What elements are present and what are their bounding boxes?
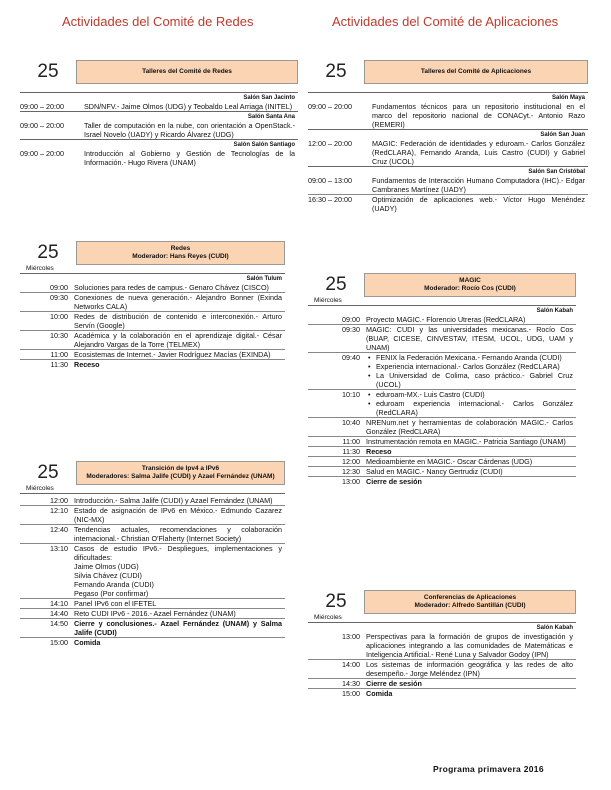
- row-description: [366, 390, 576, 417]
- schedule-row: [308, 632, 576, 659]
- row-description: [372, 139, 588, 166]
- row-description: [74, 544, 285, 598]
- session-title-box: [364, 60, 588, 84]
- session-header: [20, 60, 298, 84]
- row-time: 11:30: [342, 447, 360, 456]
- row-time: 16:30 – 20:00: [308, 195, 352, 204]
- speaker-line: Jaime Olmos (UDG): [74, 562, 139, 571]
- schedule-row: [20, 598, 285, 608]
- row-description: [74, 283, 285, 292]
- room-label: Salón Maya: [308, 92, 588, 102]
- row-text: Comida: [366, 689, 393, 698]
- row-time: 11:00: [50, 350, 68, 359]
- row-description: [366, 457, 576, 466]
- row-time: 12:00: [342, 457, 360, 466]
- row-time: 15:00: [342, 689, 360, 698]
- schedule-row: [20, 618, 285, 637]
- row-description: [74, 619, 285, 637]
- row-description: [366, 477, 576, 486]
- row-time: 09:00 – 20:00: [20, 102, 64, 111]
- session-block-ipv6: [20, 461, 285, 647]
- row-text: Taller de computación en la nube, con orientación a OpenStack.- Israel Novelo (UADY) y Ricardo Álvarez (UDG): [84, 121, 295, 139]
- row-description: [84, 102, 298, 111]
- row-time: 13:00: [342, 632, 360, 641]
- row-time: 14:30: [342, 679, 360, 688]
- schedule-row: [308, 436, 576, 446]
- schedule-row: [308, 417, 576, 436]
- room-label: Salón Santa Ana: [20, 111, 298, 121]
- speaker-line: Pegaso (Por confirmar): [74, 589, 149, 598]
- day-name: Miércoles: [26, 265, 54, 272]
- row-text: Comida: [74, 638, 101, 647]
- row-description: [366, 689, 576, 698]
- row-description: [366, 467, 576, 476]
- program-footer: Programa primavera 2016: [433, 764, 544, 774]
- row-description: [74, 638, 285, 647]
- schedule-row: [20, 330, 285, 349]
- row-text: MAGIC: CUDI y las universidades mexicanas.- Rocío Cos (BUAP, CICESE, CINVESTAV, ITESM, UCOL, UDG, UAM y UNAM): [366, 325, 573, 352]
- room-label: Salón Kabah: [308, 622, 576, 632]
- row-description: [366, 315, 576, 324]
- row-description: [366, 437, 576, 446]
- row-text: Introducción al Gobierno y Gestión de Tecnologías de la Información.- Hugo Rivera (UNAM): [84, 149, 295, 167]
- row-description: [74, 496, 285, 505]
- row-time: 15:00: [50, 638, 68, 647]
- row-time: 10:00: [50, 312, 68, 321]
- session-block-talleres-redes: [20, 60, 298, 167]
- session-title-box: [76, 241, 285, 265]
- room-label: Salón San Cristóbal: [308, 166, 588, 176]
- session-title-box: [76, 461, 285, 485]
- day-name: Miércoles: [314, 614, 342, 621]
- schedule-row: [20, 292, 285, 311]
- session-title: Talleres del Comité de Aplicaciones: [420, 67, 532, 75]
- row-description: [366, 632, 576, 659]
- schedule-row: [308, 446, 576, 456]
- session-header: [20, 241, 285, 265]
- row-text: Estado de asignación de IPv6 en México.- Edmundo Cazarez (NIC-MX): [74, 506, 282, 524]
- schedule-row: [308, 352, 576, 389]
- row-text: Casos de estudio IPv6.- Despliegues, implementaciones y dificultades:: [74, 544, 282, 562]
- session-title-box: [364, 590, 576, 614]
- row-text: Proyecto MAGIC.- Florencio Utreras (RedCLARA): [366, 315, 526, 324]
- row-time: 09:00 – 20:00: [20, 121, 64, 130]
- day-name: Miércoles: [26, 485, 54, 492]
- row-text: MAGIC: Federación de identidades y eduroam.- Carlos González (RedCLARA), Fernando Aranda, Luis Castro (CUDI) y Gabriel Cruz (UCOL): [372, 139, 585, 166]
- row-text: NRENum.net y herramientas de colaboración MAGIC.- Carlos González (RedCLARA): [366, 418, 573, 436]
- row-description: [74, 599, 285, 608]
- row-text: Conexiones de nueva generación.- Alejandro Bonner (Exinda Networks CALA): [74, 293, 282, 311]
- row-time: 09:00 – 20:00: [308, 102, 352, 111]
- schedule-row: [308, 659, 576, 678]
- session-block-conferencias: [308, 590, 576, 698]
- left-column-title: Actividades del Comité de Redes: [62, 14, 254, 29]
- room-label: Salón Kabah: [308, 305, 576, 315]
- session-block-redes: [20, 241, 285, 369]
- row-description: [74, 609, 285, 618]
- row-time: 09:00: [50, 283, 68, 292]
- schedule-row: [308, 324, 576, 352]
- schedule-row: [20, 608, 285, 618]
- bullet-item: • Experiencia internacional.- Carlos González (RedCLARA): [366, 362, 573, 371]
- room-label: Salón San Juan: [308, 129, 588, 139]
- day-number: 25: [325, 591, 347, 612]
- row-time: 14:50: [50, 619, 68, 628]
- session-title: Transición de Ipv4 a IPv6: [141, 464, 220, 472]
- row-text: Cierre de sesión: [366, 679, 422, 688]
- session-moderator: Moderadores: Salma Jalife (CUDI) y Azael Fernández (UNAM): [86, 473, 275, 480]
- row-text: Cierre y conclusiones.- Azael Fernández (UNAM) y Salma Jalife (CUDI): [74, 619, 282, 637]
- schedule-row: [20, 283, 285, 292]
- row-time: 09:40: [342, 353, 360, 362]
- session-title: Redes: [170, 244, 191, 252]
- row-text: Soluciones para redes de campus.- Genaro Chávez (CISCO): [74, 283, 269, 292]
- day-number: 25: [325, 61, 347, 82]
- row-description: [74, 293, 285, 311]
- row-text: Académica y la colaboración en el aprendizaje digital.- César Alejandro Vargas de la Torre (TELMEX): [74, 331, 282, 349]
- schedule-row: [308, 688, 576, 698]
- row-time: 13:00: [342, 477, 360, 486]
- row-time: 09:00 – 20:00: [20, 149, 64, 158]
- schedule-row: [20, 349, 285, 359]
- schedule-row: [20, 637, 285, 647]
- row-time: 12:40: [50, 525, 68, 534]
- row-time: 09:00: [342, 315, 360, 324]
- row-time: 11:30: [50, 360, 68, 369]
- row-description: [372, 102, 588, 129]
- row-time: 09:30: [342, 325, 360, 334]
- session-block-talleres-aplicaciones: [308, 60, 588, 213]
- schedule-row: [20, 524, 285, 543]
- schedule-row: [308, 194, 588, 213]
- session-title-box: [76, 60, 298, 84]
- row-text: Fundamentos técnicos para un repositorio institucional en el marco del repositorio nacional de CONACyt.- Antonio Razo (REMERI): [372, 102, 585, 129]
- row-description: [74, 360, 285, 369]
- day-name: Miércoles: [314, 297, 342, 304]
- row-description: [366, 418, 576, 436]
- schedule-row: [308, 139, 588, 166]
- schedule-row: [20, 149, 298, 167]
- session-title: Talleres del Comité de Redes: [142, 67, 232, 75]
- row-description: [366, 447, 576, 456]
- speaker-line: Silvia Chávez (CUDI): [74, 571, 142, 580]
- bullet-item: • FENIX la Federación Mexicana.- Fernando Aranda (CUDI): [366, 353, 573, 362]
- day-name: [20, 84, 298, 92]
- row-description: [366, 353, 576, 389]
- session-header: [308, 273, 576, 297]
- session-title: MAGIC: [459, 276, 481, 284]
- row-text: Panel IPv6 con el IFETEL: [74, 599, 157, 608]
- schedule-row: [308, 102, 588, 129]
- row-text: Salud en MAGIC.- Nancy Gertrudiz (CUDI): [366, 467, 503, 476]
- row-time: 12:30: [342, 467, 360, 476]
- row-description: [74, 350, 285, 359]
- session-header: [308, 60, 588, 84]
- row-time: 10:10: [342, 390, 360, 399]
- day-number: 25: [325, 274, 347, 295]
- schedule-row: [20, 102, 298, 111]
- row-time: 12:10: [50, 506, 68, 515]
- bullet-item: • La Universidad de Colima, caso práctico.- Gabriel Cruz (UCOL): [366, 371, 573, 389]
- room-label: Salón San Jacinto: [20, 92, 298, 102]
- schedule-row: [20, 311, 285, 330]
- row-time: 14:10: [50, 599, 68, 608]
- schedule-row: [308, 456, 576, 466]
- room-label: Salón Salón Santiago: [20, 139, 298, 149]
- row-description: [366, 660, 576, 678]
- schedule-row: [20, 359, 285, 369]
- day-number: 25: [37, 61, 59, 82]
- session-block-magic: [308, 273, 576, 486]
- row-description: [84, 149, 298, 167]
- row-description: [74, 525, 285, 543]
- row-time: 13:10: [50, 544, 68, 553]
- row-text: Ecosistemas de Internet.- Javier Rodríguez Macías (EXINDA): [74, 350, 271, 359]
- row-description: [372, 176, 588, 194]
- row-text: Tendencias actuales, recomendaciones y colaboración internacional.- Christian O'Flaherty (Internet Society): [74, 525, 282, 543]
- row-text: Perspectivas para la formación de grupos de investigación y aplicaciones integrando a las comunidades de Matemáticas e Inteligencia Artificial.- René Luna y Salvador Godoy (IPN): [366, 632, 573, 659]
- row-text: Fundamentos de Interacción Humano Computadora (IHC).- Edgar Cambranes Martínez (UADY): [372, 176, 585, 194]
- session-moderator: Moderador: Rocío Cos (CUDI): [424, 285, 516, 292]
- schedule-row: [20, 543, 285, 598]
- row-description: [366, 679, 576, 688]
- speaker-line: Fernando Aranda (CUDI): [74, 580, 154, 589]
- row-text: Instrumentación remota en MAGIC.- Patricia Santiago (UNAM): [366, 437, 566, 446]
- bullet-item: • eduroam-MX.- Luis Castro (CUDI): [366, 390, 573, 399]
- row-time: 09:30: [50, 293, 68, 302]
- session-header: [20, 461, 285, 485]
- day-number: 25: [37, 462, 59, 483]
- row-description: [74, 312, 285, 330]
- row-time: 12:00 – 20:00: [308, 139, 352, 148]
- row-time: 09:00 – 13:00: [308, 176, 352, 185]
- row-time: 11:00: [342, 437, 360, 446]
- session-moderator: Moderador: Hans Reyes (CUDI): [132, 253, 229, 260]
- schedule-row: [308, 315, 576, 324]
- session-title-box: [364, 273, 576, 297]
- row-text: SDN/NFV.- Jaime Olmos (UDG) y Teobaldo Leal Arriaga (INITEL): [84, 102, 293, 111]
- row-description: [372, 195, 588, 213]
- right-column-title: Actividades del Comité de Aplicaciones: [332, 14, 559, 29]
- row-description: [84, 121, 298, 139]
- row-time: 12:00: [50, 496, 68, 505]
- schedule-row: [20, 496, 285, 505]
- session-title: Conferencias de Aplicaciones: [423, 593, 517, 601]
- row-time: 10:30: [50, 331, 68, 340]
- row-time: 14:40: [50, 609, 68, 618]
- schedule-row: [308, 678, 576, 688]
- row-time: 14:00: [342, 660, 360, 669]
- room-label: Salón Tulum: [20, 273, 285, 283]
- bullet-item: • eduroam experiencia internacional.- Carlos González (RedCLARA): [366, 399, 573, 417]
- row-text: Receso: [74, 360, 100, 369]
- session-header: [308, 590, 576, 614]
- row-time: 10:40: [342, 418, 360, 427]
- row-description: [74, 331, 285, 349]
- day-name: [308, 84, 588, 92]
- row-description: [74, 506, 285, 524]
- schedule-row: [308, 466, 576, 476]
- day-number: 25: [37, 242, 59, 263]
- schedule-row: [308, 176, 588, 194]
- row-text: Optimización de aplicaciones web.- Víctor Hugo Menéndez (UADY): [372, 195, 585, 213]
- schedule-row: [308, 389, 576, 417]
- row-text: Reto CUDI IPv6 - 2016.- Azael Fernández (UNAM): [74, 609, 236, 618]
- schedule-row: [20, 505, 285, 524]
- session-moderator: Moderador: Alfredo Santillán (CUDI): [414, 602, 526, 609]
- schedule-row: [20, 121, 298, 139]
- row-text: Los sistemas de información geográfica y las redes de alto desempeño.- Jorge Meléndez (IPN): [366, 660, 573, 678]
- row-text: Receso: [366, 447, 392, 456]
- row-text: Medioambiente en MAGIC.- Oscar Cárdenas (UDG): [366, 457, 533, 466]
- row-text: Redes de distribución de contenido e interconexión.- Arturo Servín (Google): [74, 312, 282, 330]
- row-description: [366, 325, 576, 352]
- schedule-row: [308, 476, 576, 486]
- row-text: Cierre de sesión: [366, 477, 422, 486]
- row-text: Introducción.- Salma Jalife (CUDI) y Azael Fernández (UNAM): [74, 496, 273, 505]
